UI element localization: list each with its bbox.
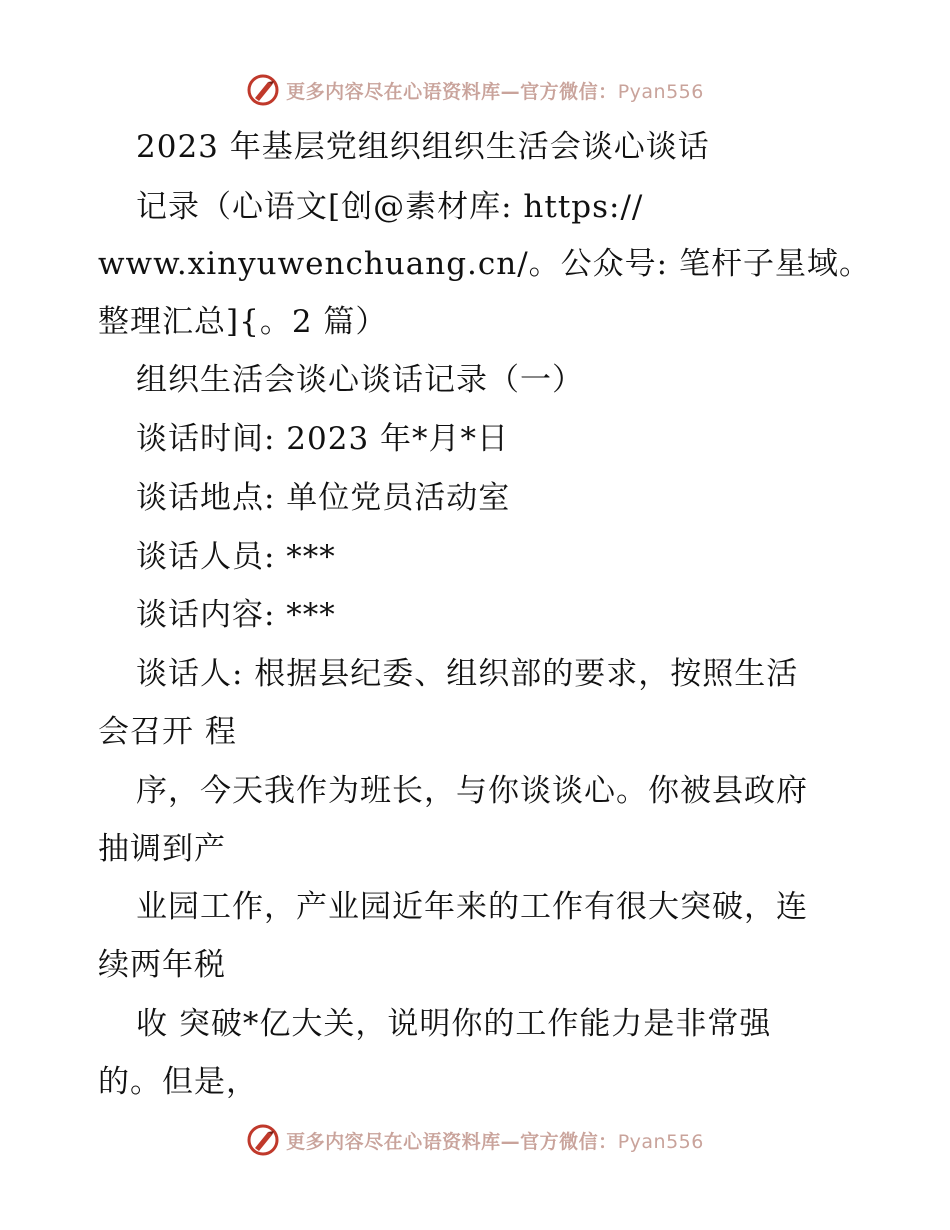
paragraph-line: 会召开 程: [98, 714, 237, 750]
header-watermark: [0, 68, 950, 112]
footer-watermark: [0, 1118, 950, 1162]
paragraph-line: 的。但是，: [98, 1064, 258, 1100]
paragraph-line: 收 突破*亿大关，说明你的工作能力是非常强: [136, 1006, 772, 1042]
watermark-text: 更多内容尽在心语资料库—官方微信：Pyan556: [286, 1130, 704, 1153]
section-heading: 组织生活会谈心谈话记录（一）: [136, 362, 584, 398]
doc-title-line-4: 整理汇总]{。2 篇）: [98, 304, 388, 340]
talk-location: 谈话地点: 单位党员活动室: [136, 480, 511, 516]
talk-content: 谈话内容: ***: [136, 597, 336, 633]
paragraph-line: 续两年税: [98, 947, 226, 983]
doc-title-line-3: www.xinyuwenchuang.cn/。公众号: 笔杆子星域。: [98, 246, 871, 282]
paragraph-line: 谈话人: 根据县纪委、组织部的要求，按照生活: [136, 656, 799, 692]
paragraph-line: 业园工作，产业园近年来的工作有很大突破，连: [136, 889, 808, 925]
paragraph-line: 抽调到产: [98, 831, 226, 867]
talk-time: 谈话时间: 2023 年*月*日: [136, 421, 510, 457]
talk-participants: 谈话人员: ***: [136, 539, 336, 575]
doc-title-line-2: 记录（心语文[创@素材库: https://: [136, 189, 644, 225]
watermark-text: 更多内容尽在心语资料库—官方微信：Pyan556: [286, 80, 704, 103]
paragraph-line: 序，今天我作为班长，与你谈谈心。你被县政府: [136, 773, 808, 809]
pen-circle-logo-icon: [246, 1123, 280, 1157]
pen-circle-logo-icon: [246, 73, 280, 107]
doc-title-line-1: 2023 年基层党组织组织生活会谈心谈话: [136, 129, 710, 165]
